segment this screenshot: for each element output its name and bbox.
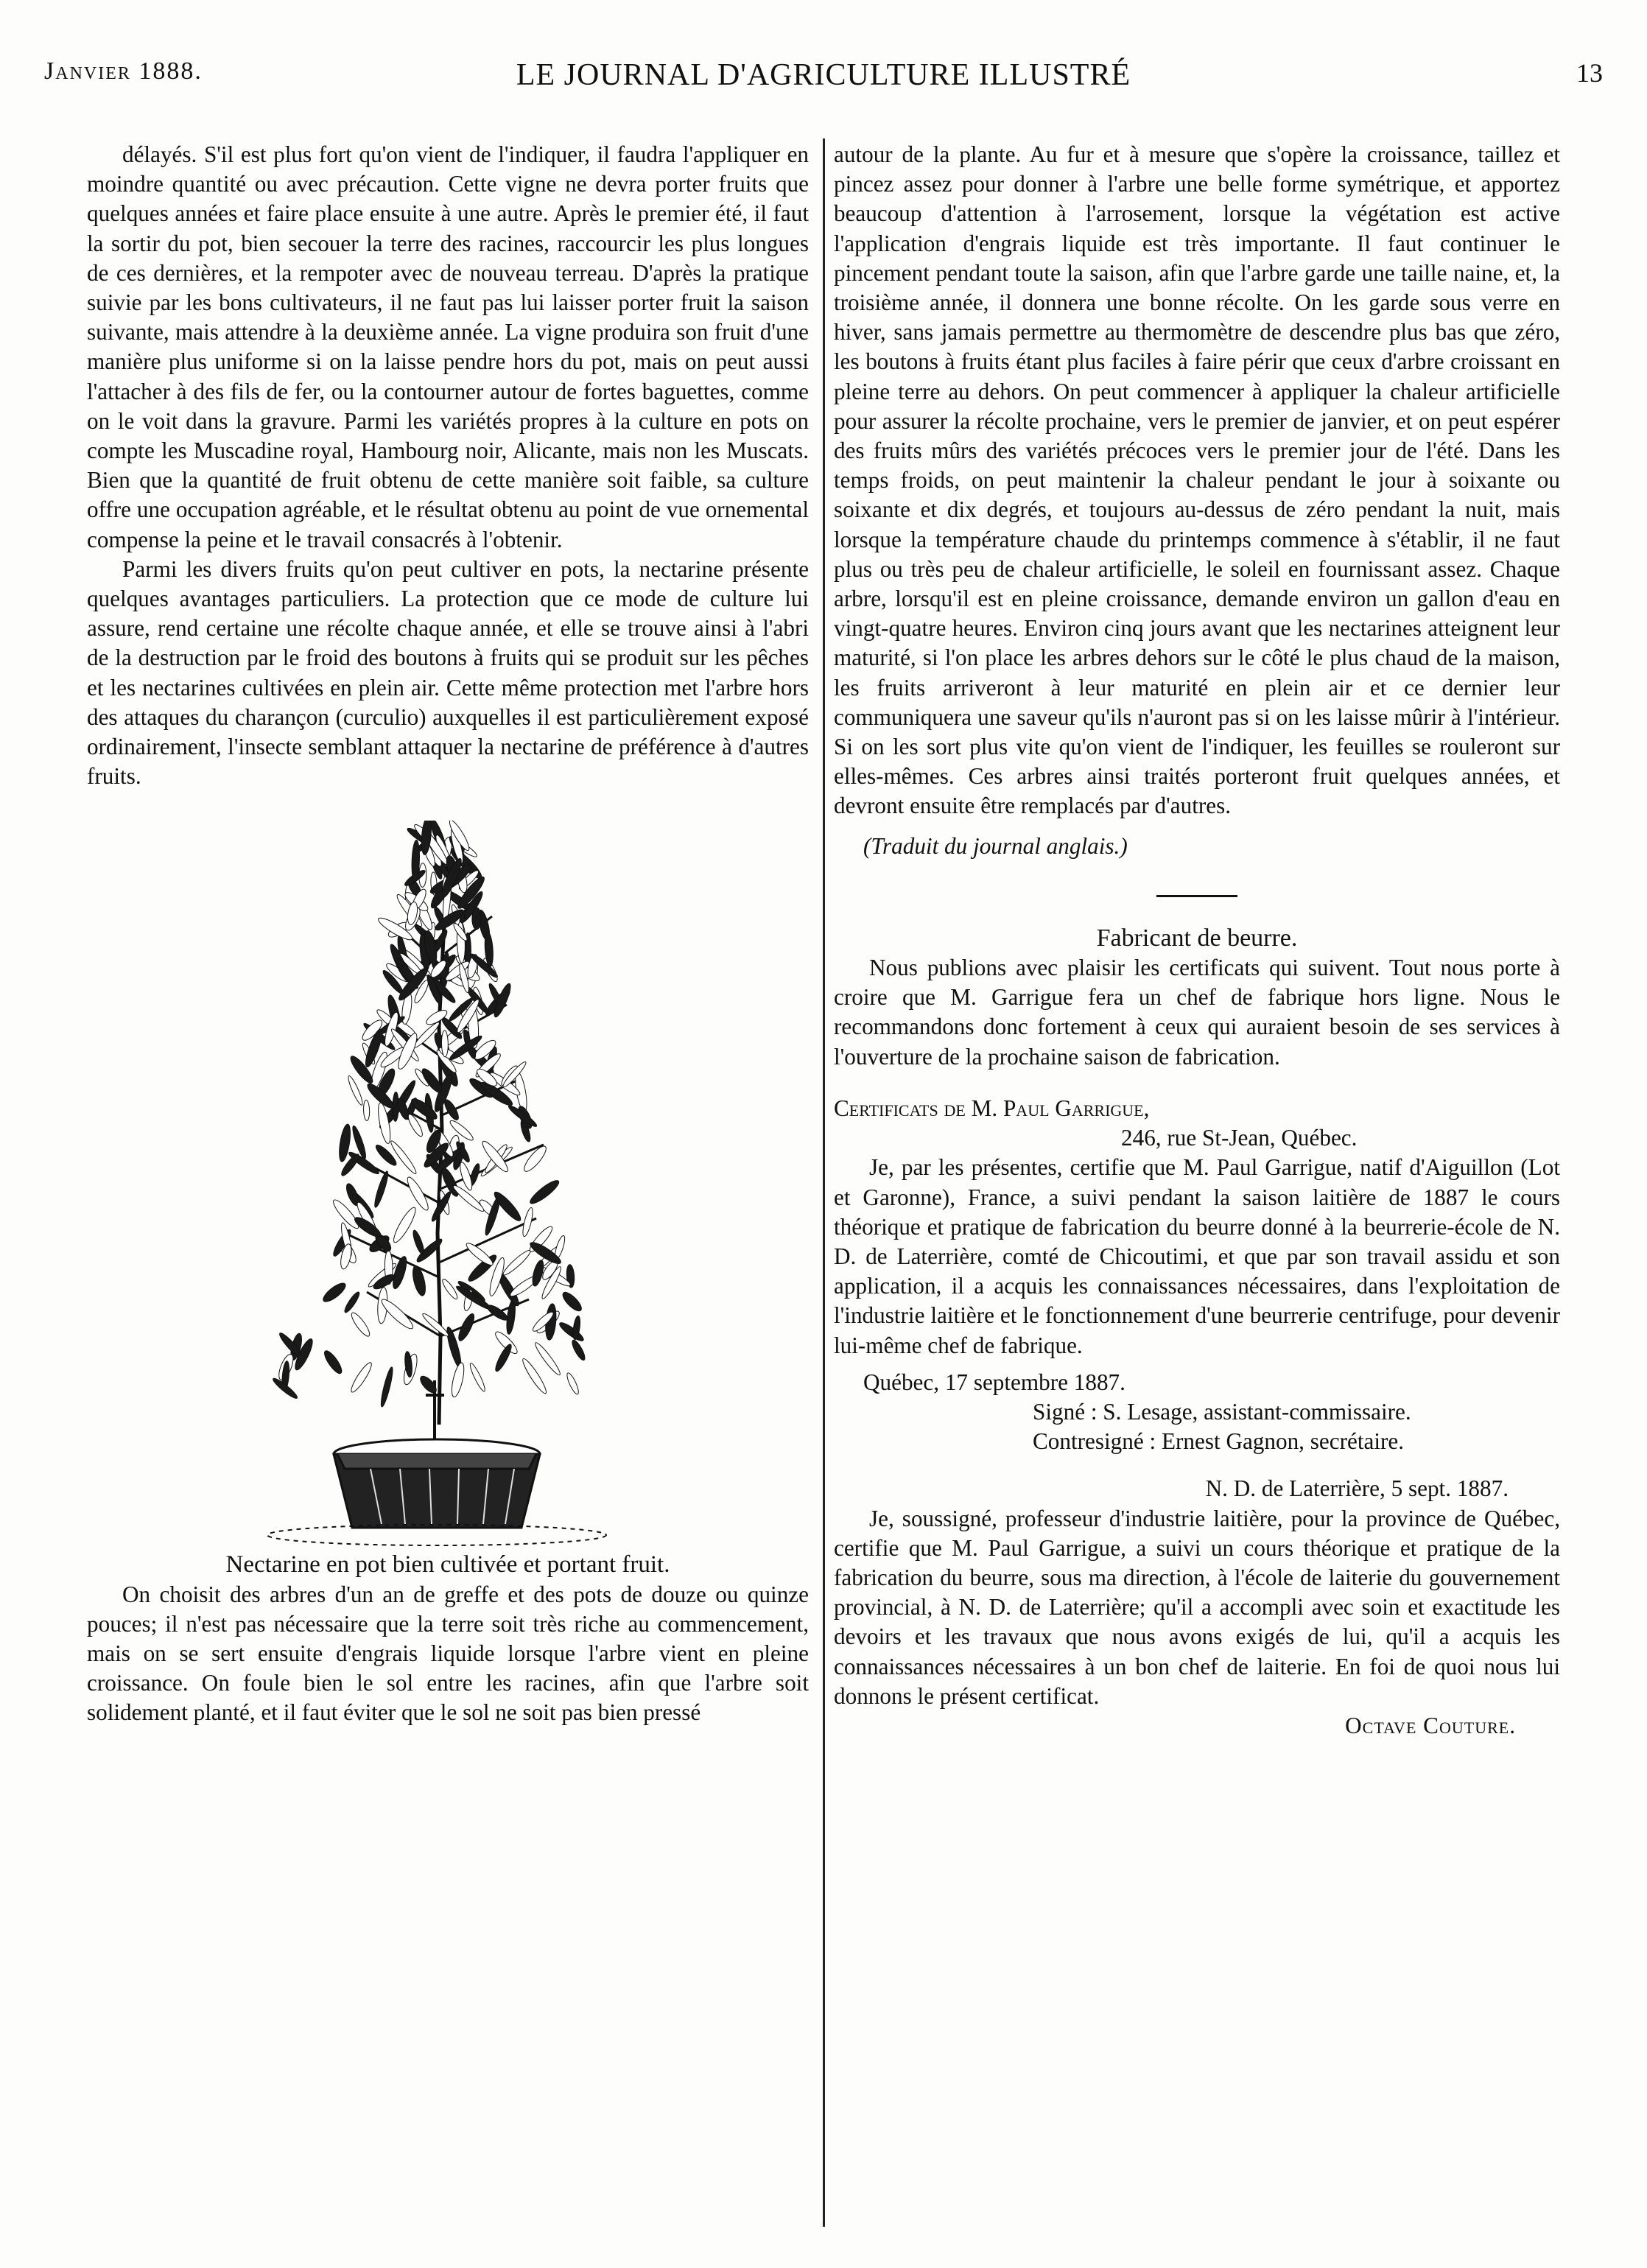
leaf-mark xyxy=(570,1339,587,1362)
leaf-mark xyxy=(410,1265,428,1297)
leaf-mark xyxy=(533,1341,562,1377)
certificate-one-date: Québec, 17 septembre 1887. xyxy=(863,1369,1125,1395)
certificates-address: 246, rue St-Jean, Québec. xyxy=(1121,1125,1358,1151)
leaf-mark xyxy=(373,1170,390,1209)
paragraph-nectarine-planting: On choisit des arbres d'un an de greffe et des pots de douze ou quinze pouces; il n'est pas nécessaire que la terre soit très riche au commencement, mais on se sert ensuite d'engrais liquide lorsque l'arbre vient en pleine croissance. On foule bien le sol entre les racines, afin que l'arbre soit solidement planté, et il faut éviter que le sol ne soit pas bien pressé xyxy=(87,1581,809,1726)
right-column xyxy=(834,140,1560,1741)
paragraph-certificates-intro: Nous publions avec plaisir les certificats qui suivent. Tout nous porte à croire que M. Garrigue fera un chef de fabrique hors ligne. Nous le recommandons donc fortement à ceux qui auraient besoin de ses services à l'ouverture de la prochaine saison de fabrication. xyxy=(834,955,1560,1070)
leaf-mark xyxy=(472,908,482,930)
leaf-mark xyxy=(346,1075,365,1107)
left-column xyxy=(87,140,809,1728)
page-header xyxy=(44,57,1603,109)
leaf-mark xyxy=(376,1103,393,1145)
certificate-two-signature: Octave Couture. xyxy=(1345,1712,1516,1738)
leaf-mark xyxy=(565,1372,580,1396)
leaf-mark xyxy=(390,1255,410,1291)
leaf-mark xyxy=(449,1362,466,1398)
paragraph-nectarine-growth: autour de la plante. Au fur et à mesure que s'opère la croissance, taillez et pincez assez pour donner à l'arbre une belle forme symétrique, et apportez beaucoup d'attention à l'arrosement, lorsque la végétation est active l'application d'engrais liquide est très importante. Il faut continuer le pincement pendant toute la saison, afin que l'arbre garde une taille naine, et, la troisième année, il donnera une bonne récolte. On les garde sous verre en hiver, sans jamais permettre au thermomètre de descendre plus bas que zéro, les boutons à fruits étant plus faciles à faire périr que ceux d'arbre croissant en pleine terre au dehors. On peut commencer à appliquer la chaleur artificielle pour assurer la récolte prochaine, vers le premier de janvier, et on peut espérer des fruits mûrs des variétés précoces vers le premier jour de l'été. Dans les temps froids, on peut maintenir la chaleur pendant le jour à soixante ou soixante et dix degrés, et toujours au-dessus de zéro pendant la nuit, mais lorsque la température chaude du printemps commence à s'établir, il ne faut plus ou très peu de chaleur artificielle, le soleil en fournissant assez. Chaque arbre, lorsqu'il est en pleine croissance, demande environ un gallon d'eau en vingt-quatre heures. Environ cinq jours avant que les nectarines atteignent leur maturité, si l'on place les arbres dehors sur le côté le plus chaud de la maison, les fruits arriveront à leur maturité en plein air et ce dernier leur communiquera une saveur qu'ils n'auront pas si on les laisse mûrir à l'intérieur. Si on les sort plus vite qu'on vient de l'indiquer, les feuilles se rouleront sur elles-mêmes. Ces arbres ainsi traités porteront fruit quelques années, et devront ensuite être remplacés par d'autres. xyxy=(834,141,1560,819)
leaf-mark xyxy=(520,1357,549,1396)
leaf-mark xyxy=(527,1178,561,1207)
column-divider xyxy=(823,138,825,2227)
leaf-mark xyxy=(349,1311,373,1339)
leaf-mark xyxy=(485,1303,510,1323)
leaf-mark xyxy=(468,1362,487,1393)
leaf-mark xyxy=(454,1284,493,1312)
paragraph-certificate-two: Je, soussigné, professeur d'industrie laitière, pour la province de Québec, certifie que M. Paul Garrigue, a suivi un cours théorique et pratique de la fabrication du beurre, sous ma direction, à l'école de laiterie du gouvernement provincial, à N. D. de Laterrière; qu'il a accompli avec soin et exactitude les devoirs et les travaux que nous avons exigés de lui, qu'il a acquis les connaissances nécessaires à un bon chef de laiterie. En foi de quoi nous lui donnons le présent certificat. xyxy=(834,1505,1560,1709)
journal-title: LE JOURNAL D'AGRICULTURE ILLUSTRÉ xyxy=(516,58,1131,92)
leaf-mark xyxy=(560,1290,584,1314)
leaf-mark xyxy=(343,1291,361,1314)
figure-caption: Nectarine en pot bien cultivée et portant fruit. xyxy=(225,1551,670,1579)
paragraph-certificate-one: Je, par les présentes, certifie que M. Paul Garrigue, natif d'Aiguillon (Lot et Garonne), France, a suivi pendant la saison laitière de 1887 le cours théorique et pratique de fabrication du beurre donné à la beurrerie-école de N. D. de Laterrière, comté de Chicoutimi, et que par son travail assidu et son application, il a acquis les connaissances nécessaires, dans l'exploitation de l'industrie laitière et le fonctionnement d'une beurrerie centrifuge, pour devenir lui-même chef de fabrique. xyxy=(834,1154,1560,1358)
section-rule xyxy=(1156,895,1237,897)
leaf-mark xyxy=(521,1207,535,1237)
page-number: 13 xyxy=(1576,58,1603,88)
leaf-mark xyxy=(493,1343,513,1373)
leaf-mark xyxy=(501,1249,533,1278)
translation-credit: (Traduit du journal anglais.) xyxy=(863,832,1128,859)
paragraph-vine-care: délayés. S'il est plus fort qu'on vient de l'indiquer, il faudra l'appliquer en moindre quantité ou avec précaution. Cette vigne ne devra porter fruits que quelques années et faire place ensuite à une autre. Après le premier été, il faut la sortir du pot, bien secouer la terre des racines, raccourcir les plus longues de ces dernières, et la rempoter avec de nouveau terreau. D'après la pratique suivie par les bons cultivateurs, il ne faut pas lui laisser porter fruit la saison suivante, mais attendre à la deuxième année. La vigne produira son fruit d'une manière plus uniforme si on la laisse pendre hors du pot, mais on peut aussi l'attacher à des fils de fer, ou la contourner autour de fortes baguettes, comme on le voit dans la gravure. Parmi les variétés propres à la culture en pots on compte les Muscadine royal, Hambourg noir, Alicante, mais non les Muscats. Bien que la quantité de fruit obtenu de cette manière soit faible, sa culture offre une occupation agréable, et le résultat obtenu au point de vue ornemental compense la peine et le travail consacrés à l'obtenir. xyxy=(87,141,809,552)
nectarine-pot-illustration xyxy=(242,821,654,1550)
leaf-mark xyxy=(440,1278,460,1302)
leaf-mark xyxy=(379,1366,395,1408)
certificates-heading: Certificats de M. Paul Garrigue, xyxy=(834,1095,1150,1121)
leaf-mark xyxy=(441,1031,448,1057)
leaf-mark xyxy=(404,1176,432,1213)
issue-date: Janvier 1888. xyxy=(44,57,203,85)
paragraph-nectarine-intro: Parmi les divers fruits qu'on peut cultiver en pots, la nectarine présente quelques avantages particuliers. La protection que ce mode de culture lui assure, rend certaine une récolte chaque année, et elle se trouve ainsi à l'abri de la destruction par le froid des boutons à fruits qui se produit sur les pêches et les nectarines cultivées en plein air. Cette même protection met l'arbre hors des attaques du charançon (curculio) auxquelles il est particulièrement exposé ordinairement, l'insecte semblant attaquer la nectarine de préférence à d'autres fruits. xyxy=(87,555,809,790)
certificate-one-countersignature: Contresigné : Ernest Gagnon, secrétaire. xyxy=(1033,1428,1405,1455)
leaf-mark xyxy=(337,1124,353,1163)
leaf-mark xyxy=(320,1280,348,1305)
leaf-mark xyxy=(322,1349,345,1376)
section-title-butter: Fabricant de beurre. xyxy=(1096,924,1298,952)
certificate-two-date: N. D. de Laterrière, 5 sept. 1887. xyxy=(1205,1475,1509,1502)
leaf-mark xyxy=(558,1321,586,1344)
certificate-one-signature: Signé : S. Lesage, assistant-commissaire. xyxy=(1033,1398,1411,1425)
leaf-mark xyxy=(363,1100,370,1121)
leaf-mark xyxy=(411,1229,426,1256)
leaf-mark xyxy=(348,1361,374,1395)
